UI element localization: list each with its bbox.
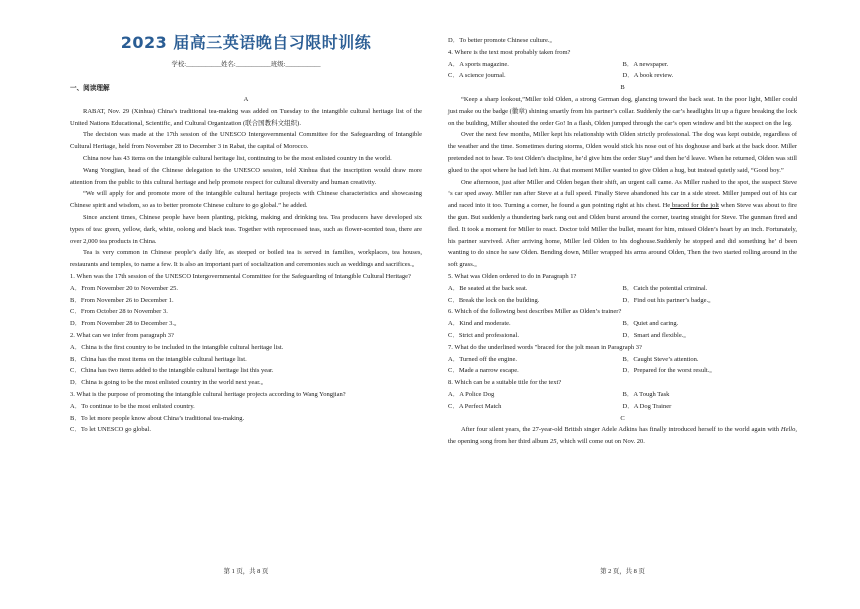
option: B．A Tough Task: [622, 390, 670, 398]
option: B．To let more people know about China’s traditional tea-making.: [70, 414, 245, 422]
student-info-line: 学校:___________姓名:___________班级:___________: [171, 61, 321, 68]
option: D．China is going to be the most enlisted country in the world next year.。: [70, 379, 268, 387]
paragraph: RABAT, Nov. 29 (Xinhua) China’s traditional tea-making was added on Tuesday to the intangible cultural heritage list of the United Nations Educational, Scientific, and Cultural Organization (联合国教科文组织).: [70, 107, 422, 127]
text-run: when Steve was about to fire the gun. But suddenly a thundering bark rang out and Olden burst around the corner, tearing straight for Steve. The gunman fired and fled. It took a moment for Miller to react. Doctor told Miller the bullet, meant for him, missed Olden’s heart by an inch. Fortunately, his partner survived. After arriving home, Miller led Olden to his doghouse.Suddenly he stopped and did something he’ d been wanting to do since he saw Olden. Bending down, Miller wrapped his arms around Olden, Then the two started rolling around in the soft grass.。: [448, 202, 797, 269]
option: B．Quiet and caring.: [622, 320, 679, 328]
section-heading: 一、阅读理解: [70, 85, 110, 92]
option: C．Strict and professional.: [448, 331, 519, 339]
option: C．A science journal.: [448, 72, 506, 80]
option: B．Catch the potential criminal.: [622, 284, 708, 292]
question-2: 2. What can we infer from paragraph 3?: [70, 331, 174, 339]
option: A．Kind and moderate.: [448, 320, 511, 328]
exam-title: 2023 届高三英语晚自习限时训练: [120, 33, 372, 52]
passage-a: [70, 94, 422, 436]
option: D．Prepared for the worst result.。: [622, 367, 716, 375]
paragraph: “Keep a sharp lookout,”Miller told Olden, a strong German dog, glancing toward the back seat. In the poor light, Miller could just make ou the badge (徽章) shining smartly from his partner’s collar. Suddenly the car’s headlights lit up a figure breaking the lock on the building, Miller shouted the order Go! In a flash, Olden jumped through the car’s open window and bit the suspect on the leg.: [448, 95, 797, 127]
paragraph: Tea is very common in Chinese people’s daily life, as steeped or boiled tea is served in families, workplaces, tea houses, restaurants and temples, to name a few. It is also an important part of socialization and ceremonies such as weddings and sacrifices.。: [70, 249, 422, 269]
paragraph: “We will apply for and promote more of the intangible cultural heritage projects with Chinese characteristics and showcasing Chinese spirit and wisdom, so as to better promote Chinese culture to go global.” he added.: [70, 190, 422, 210]
option: A．Turned off the engine.: [448, 355, 517, 363]
album-title: 25: [550, 438, 557, 446]
paragraph: [448, 424, 797, 448]
question-5: 5. What was Olden ordered to do in Paragraph 1?: [448, 272, 577, 280]
page-footer: 第 2 页，共 8 页: [600, 568, 645, 575]
option: C．Made a narrow escape.: [448, 367, 519, 375]
option: B．A newspaper.: [622, 60, 669, 68]
page-2-content: [448, 35, 797, 448]
page-1: [70, 0, 422, 609]
question-6: 6. Which of the following best describes Miller as Olden’s trainer?: [448, 308, 622, 316]
option-row: [448, 354, 797, 366]
paragraph: Since ancient times, Chinese people have been planting, picking, making and drinking tea. Tea producers have developed six types of tea: green, yellow, dark, white, oolong and black teas. Together with reprocessed teas, such as flower-scented teas, there are over 2,000 tea products in China.: [70, 213, 422, 245]
option: D．Find out his partner’s badge.。: [622, 296, 715, 304]
page-2: [448, 0, 797, 609]
option: D．A Dog Trainer: [622, 402, 672, 410]
option: C．A Perfect Match: [448, 402, 502, 410]
song-title: Hello: [780, 426, 796, 434]
page-footer: 第 1 页，共 8 页: [223, 568, 269, 575]
text-run: , which will come out on Nov. 20.: [556, 438, 645, 446]
paragraph: [448, 177, 797, 271]
question-7: 7. What do the underlined words "braced for the jolt mean in Paragraph 3?: [448, 343, 642, 351]
option: A．To continue to be the most enlisted country.: [70, 402, 195, 410]
option: A．Be seated at the back seat.: [448, 284, 528, 292]
text-run: , the opening song from her third album: [448, 426, 797, 446]
passage-b-label: B: [620, 84, 625, 92]
option-row: [448, 283, 797, 295]
option: A．China is the first country to be included in the intangible cultural heritage list.: [70, 343, 284, 351]
option: C．To let UNESCO go global.: [70, 426, 151, 434]
option: D．From November 28 to December 3.。: [70, 320, 181, 328]
option: B．From November 26 to December 1.: [70, 296, 174, 304]
option: D．Smart and flexible.。: [622, 331, 690, 339]
question-3: 3. What is the purpose of promoting the intangible cultural heritage projects according to Wang Yongjian?: [70, 390, 346, 398]
text-run: One afternoon, just after Miller and Olden began their shift, an urgent call came. As Miller rushed to the spot, the suspect Steve ‘s car sped away. Miller ran after Steve at a full speed. Finally Steve abandoned his car in a side street. Miller jumped out of his car and raced into it too. Turning a corner, he found a gun pointing right at his chest. He: [448, 178, 797, 210]
option: C．Break the lock on the building.: [448, 296, 540, 304]
question-8: 8. Which can be a suitable title for the text?: [448, 379, 562, 387]
option: A．From November 20 to November 25.: [70, 284, 178, 292]
option-row: [448, 59, 797, 71]
option-row: [448, 295, 797, 307]
option-row: [448, 401, 797, 413]
option-row: [448, 330, 797, 342]
option: C．China has two items added to the intangible cultural heritage list this year.: [70, 367, 274, 375]
underlined-phrase: braced for the jolt: [670, 202, 719, 210]
option: A．A Police Dog: [448, 390, 495, 398]
passage-a-label: A: [243, 96, 249, 103]
option-row: [448, 389, 797, 401]
option: D．To better promote Chinese culture.。: [448, 37, 557, 44]
text-run: After four silent years, the 27-year-old British singer Adele Adkins has finally introduced herself to the world again with: [461, 426, 781, 434]
paragraph: China now has 43 items on the intangible cultural heritage list, continuing to be the most enlisted country in the world.: [83, 154, 392, 162]
option: C．From October 28 to November 3.: [70, 308, 168, 316]
option-row: [448, 318, 797, 330]
option: A．A sports magazine.: [448, 60, 509, 68]
option: D．A book review.: [622, 72, 674, 80]
question-4: 4. Where is the text most probably taken from?: [448, 48, 571, 56]
option: B．Caught Steve’s attention.: [622, 355, 699, 363]
option: B．China has the most items on the intangible cultural heritage list.: [70, 355, 247, 363]
paragraph: Wang Yongjian, head of the Chinese delegation to the UNESCO session, told Xinhua that the inscription would draw more attention from the public to this cultural heritage and help promote respect for cultural diversity and human creativity.: [70, 166, 422, 186]
option-row: [448, 70, 797, 82]
paragraph: Over the next few months, Miller kept his relationship with Olden strictly professional. The dog was kept outside, regardless of the weather and the time. Sometimes during storms, Olden would stick his nose out of his doghouse and bark at the back door. Miller pretended not to hear. To test Olden’s discipline, he’d give him the order Stay“ and then he’d leave. When he returned, Olden was still glued to the spot where he had left him. At that moment Miller wanted to give Olden a hug, but instead quietly said, “Good boy.”: [448, 131, 797, 174]
passage-c-label: C: [620, 414, 625, 422]
option-row: [448, 365, 797, 377]
paragraph: The decision was made at the 17th session of the UNESCO Intergovernmental Committee for the Safeguarding of Intangible Cultural Heritage, held from November 28 to December 3 in Rabat, the capital of Morocco.: [70, 131, 422, 151]
question-1: 1. When was the 17th session of the UNESCO Intergovernmental Committee for the Safeguarding of Intangible Cultural Heritage?: [70, 272, 411, 280]
